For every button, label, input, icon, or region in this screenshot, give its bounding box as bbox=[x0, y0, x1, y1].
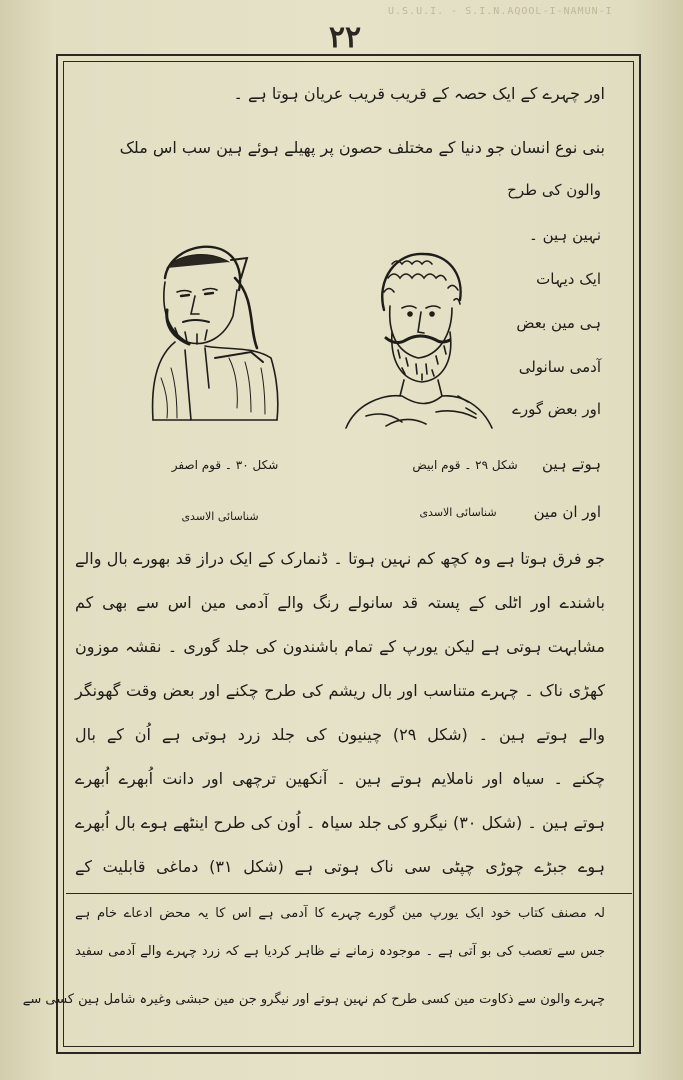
figure-29-caption: شکل ۲۹ ۔ قوم ابیض bbox=[412, 458, 518, 472]
body-line-3: مشابہت ہوتی ہے لیکن یورپ کے تمام باشندون کی جلد گوری ۔ نقشہ موزون bbox=[75, 637, 605, 656]
figure-30-illustration bbox=[145, 238, 285, 423]
body-line-5: والے ہوتے ہین ۔ (شکل ۲۹) چینیون کی جلد زرد ہوتی ہے اُن کے بال bbox=[75, 725, 606, 744]
figure-29-source: شناسائی الاسدی bbox=[419, 506, 497, 519]
footnote-line-2: جس سے تعصب کی بو آتی ہے ۔ موجودہ زمانے نے ظاہر کردیا ہے کہ زرد چہرے والے آدمی سفید bbox=[75, 944, 605, 959]
body-line-4: کھڑی ناک ۔ چہرے متناسب اور بال ریشم کی طرح چکنے اور بعض وقت گھونگر bbox=[75, 681, 605, 700]
footnote-line-1: لہ مصنف کتاب خود ایک یورپ مین گورے چہرے کا آدمی ہے اس کا یہ محض ادعاے خام ہے bbox=[75, 906, 605, 921]
body-line-7: ہوتے ہین ۔ (شکل ۳۰) نیگرو کی جلد سیاہ ۔ اُون کی طرح اینٹھے ہوے بال اُبھرے bbox=[75, 813, 606, 832]
body-line-6: چکنے ۔ سیاہ اور ناملایم ہوتے ہین ۔ آنکھین ترچھی اور دانت اُبھرے اُبھرے bbox=[75, 769, 605, 788]
footnote-line-3: چہرے والون سے ذکاوت مین کسی طرح کم نہین ہوتے اور نیگرو جن مین حبشی وغیرہ شامل ہین کسی سے bbox=[22, 992, 605, 1007]
body-line-8: ہوے جبڑے چوڑی چپٹی سی ناک ہوتی ہے (شکل ۳۱) دماغی قابلیت کے bbox=[75, 857, 606, 876]
body-line-2: باشندے اور اٹلی کے پستہ قد سانولے رنگ والے آدمی مین اس سے بھی کم bbox=[75, 593, 605, 612]
intro-line-2: بنی نوع انسان جو دنیا کے مختلف حصون پر پھیلے ہوئے ہین سب اس ملک bbox=[119, 138, 605, 157]
bleed-through-header: U.S.U.I. - S.I.N.AQOOL-I-NAMUN-I bbox=[388, 6, 613, 17]
side-line-3: ایک دیہات bbox=[536, 270, 601, 288]
intro-line-1: اور چہرے کے ایک حصہ کے قریب قریب عریان ہوتا ہے ۔ bbox=[233, 84, 605, 103]
side-line-1: والون کی طرح bbox=[507, 181, 601, 199]
figure-30-source: شناسائی الاسدی bbox=[181, 510, 259, 523]
side-line-6: اور بعض گورے bbox=[512, 400, 601, 418]
footnote-separator bbox=[66, 893, 632, 894]
side-line-8: اور ان مین bbox=[533, 503, 601, 521]
figure-29-illustration bbox=[326, 240, 496, 430]
side-line-2: نہین ہین ۔ bbox=[529, 226, 601, 244]
figure-30-caption: شکل ۳۰ ۔ قوم اصفر bbox=[171, 458, 279, 472]
body-line-1: جو فرق ہوتا ہے وہ کچھ کم نہین ہوتا ۔ ڈنمارک کے ایک دراز قد بھورے بال والے bbox=[75, 549, 605, 568]
side-line-7: ہوتے ہین bbox=[541, 455, 601, 473]
side-line-4: ہی مین بعض bbox=[516, 314, 601, 332]
side-line-5: آدمی سانولی bbox=[518, 358, 601, 376]
page-number: ۲۲ bbox=[328, 20, 362, 55]
